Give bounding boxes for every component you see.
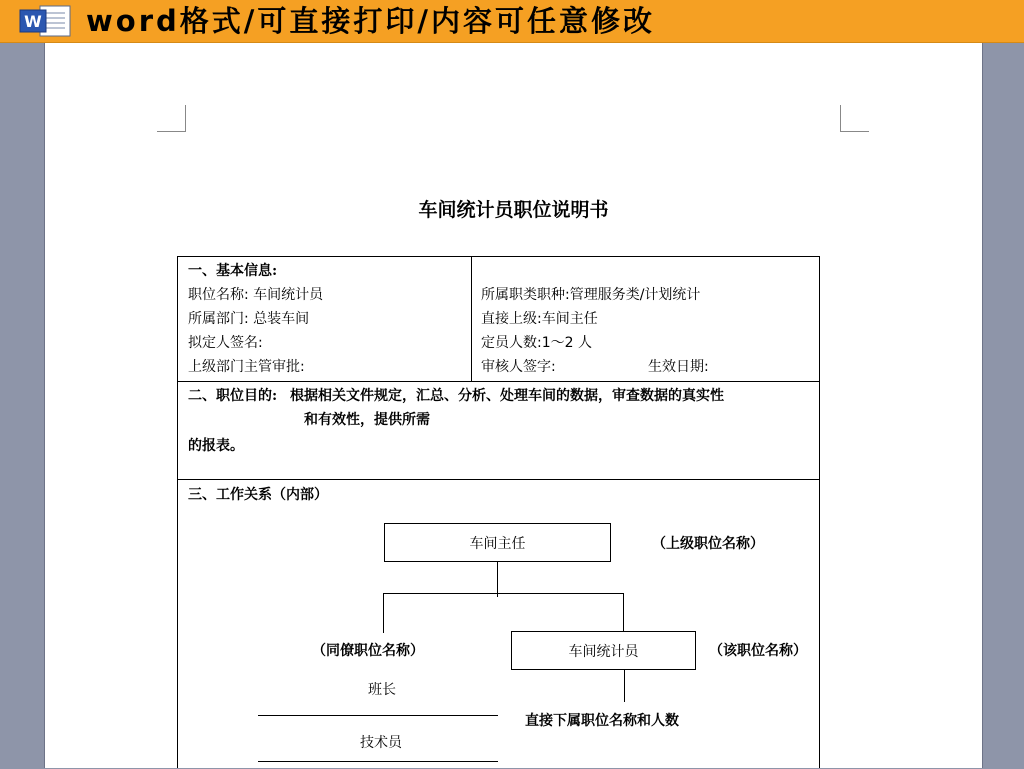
department-field: 所属部门: 总装车间 <box>188 311 310 327</box>
drafter-signature-field: 拟定人签名: <box>188 335 263 351</box>
purpose-line-1: 根据相关文件规定，汇总、分析、处理车间的数据，审查数据的真实性 <box>290 388 724 404</box>
document-title: 车间统计员职位说明书 <box>418 199 609 221</box>
peer-item-1: 班长 <box>368 682 396 698</box>
section3-heading: 三、工作关系（内部） <box>188 487 328 503</box>
section2-label: 二、职位目的: <box>188 388 278 404</box>
effective-date-field: 生效日期: <box>648 359 709 375</box>
superior-note: （上级职位名称） <box>652 536 764 552</box>
crop-mark-top-left <box>157 105 186 132</box>
purpose-line-2: 和有效性，提供所需 <box>304 412 430 428</box>
superior-position-label: 车间主任 <box>469 535 526 552</box>
job-title-field: 职位名称: 车间统计员 <box>188 287 324 303</box>
peer-note: （同僚职位名称） <box>312 643 424 659</box>
direct-superior-field: 直接上级:车间主任 <box>481 311 598 327</box>
svg-text:W: W <box>24 12 42 31</box>
job-category-field: 所属职类职种:管理服务类/计划统计 <box>481 287 701 303</box>
peer-item-2: 技术员 <box>360 735 402 751</box>
org-line-position-down <box>624 669 625 702</box>
org-line-position-branch <box>623 593 624 633</box>
purpose-line-3: 的报表。 <box>188 438 244 454</box>
section-basic-info <box>178 257 819 382</box>
job-description-table <box>177 256 820 768</box>
section1-heading: 一、基本信息: <box>188 263 278 279</box>
current-position-box <box>511 631 696 670</box>
subordinate-note: 直接下属职位名称和人数 <box>525 713 679 729</box>
word-document-icon <box>6 4 76 38</box>
reviewer-signature-field: 审核人签字: <box>481 359 556 375</box>
position-note: （该职位名称） <box>709 643 807 659</box>
peer-underline-2 <box>258 761 498 762</box>
document-page <box>44 43 983 768</box>
section-job-purpose <box>178 382 819 480</box>
peer-underline-1 <box>258 715 498 716</box>
org-line-horizontal <box>383 593 624 594</box>
org-line-superior-down <box>497 561 498 597</box>
crop-mark-top-right <box>840 105 869 132</box>
left-gutter <box>0 43 44 768</box>
org-line-peer-branch <box>383 593 384 633</box>
superior-position-box <box>384 523 611 562</box>
supervisor-approval-field: 上级部门主管审批: <box>188 359 305 375</box>
section-work-relations <box>178 480 819 769</box>
headcount-field: 定员人数:1～2 人 <box>481 335 592 351</box>
banner-title: word格式/可直接打印/内容可任意修改 <box>86 4 655 38</box>
current-position-label: 车间统计员 <box>568 643 639 660</box>
top-banner <box>0 0 1024 43</box>
column-divider <box>471 257 472 381</box>
